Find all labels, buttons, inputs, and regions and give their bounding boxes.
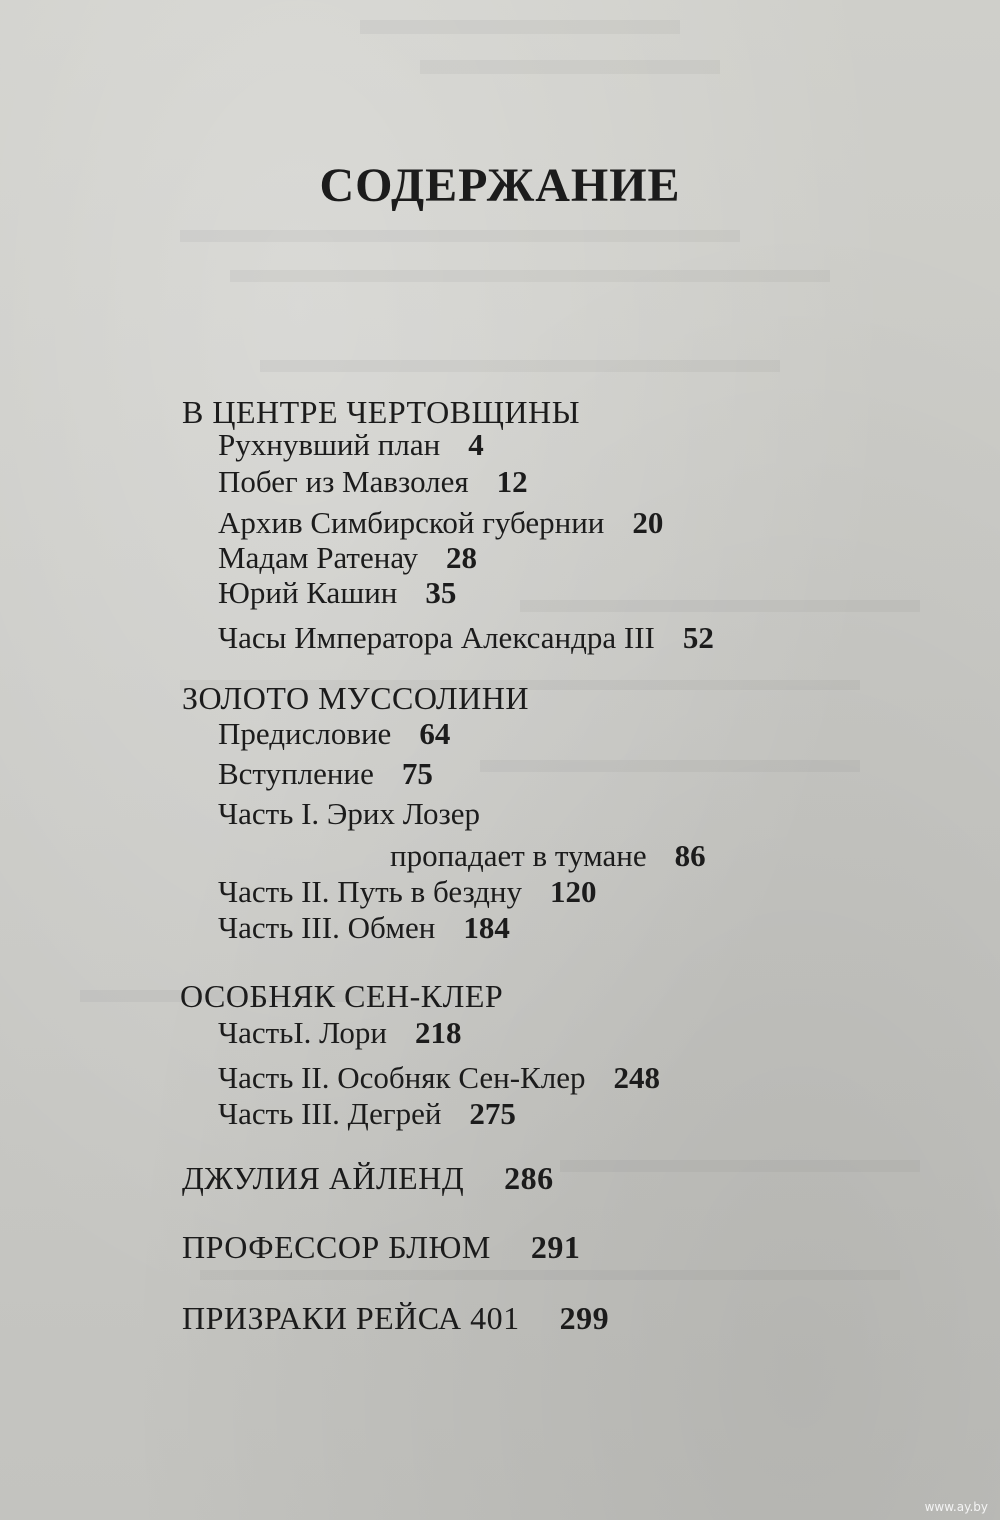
heading-title: ПРОФЕССОР БЛЮМ <box>182 1229 491 1265</box>
entry-page: 75 <box>401 756 433 791</box>
section-heading: ЗОЛОТО МУССОЛИНИ <box>182 680 529 716</box>
entry-title: Вступление <box>218 756 374 791</box>
entry-page: 275 <box>469 1096 516 1131</box>
section-heading <box>182 1160 554 1197</box>
toc-entry <box>218 1015 462 1051</box>
entry-page: 35 <box>425 575 457 610</box>
entry-page: 120 <box>550 874 597 909</box>
toc-entry <box>218 505 663 541</box>
entry-title: Юрий Кашин <box>218 575 398 610</box>
entry-page: 4 <box>468 427 484 462</box>
heading-page: 299 <box>559 1300 610 1336</box>
toc-entry <box>218 575 456 611</box>
entry-page: 184 <box>463 910 510 945</box>
toc-entry <box>218 756 433 792</box>
toc-entry <box>218 427 484 463</box>
section-heading: ОСОБНЯК СЕН-КЛЕР <box>180 978 504 1014</box>
entry-page: 28 <box>446 540 478 575</box>
toc-entry <box>218 874 597 910</box>
entry-title: ЧастьI. Лори <box>218 1015 388 1050</box>
entry-page: 52 <box>682 620 714 655</box>
entry-title: Часть II. Особняк Сен-Клер <box>218 1060 586 1095</box>
entry-title: Часы Императора Александра III <box>218 620 655 655</box>
entry-page: 218 <box>415 1015 462 1050</box>
toc-entry-continuation <box>390 838 706 874</box>
entry-page: 86 <box>674 838 706 873</box>
toc-entry <box>218 620 714 656</box>
entry-title: Рухнувший план <box>218 427 441 462</box>
section-heading: В ЦЕНТРЕ ЧЕРТОВЩИНЫ <box>182 394 581 430</box>
heading-title: ДЖУЛИЯ АЙЛЕНД <box>182 1160 465 1196</box>
entry-title: Побег из Мавзолея <box>218 464 469 499</box>
watermark: www.ay.by <box>924 1500 988 1514</box>
entry-page: 12 <box>496 464 528 499</box>
entry-title: Предисловие <box>218 716 392 751</box>
entry-title: пропадает в тумане <box>390 838 647 873</box>
heading-page: 291 <box>530 1229 581 1265</box>
toc-entry <box>218 1060 660 1096</box>
heading-title: ПРИЗРАКИ РЕЙСА 401 <box>182 1300 520 1336</box>
entry-title: Часть III. Обмен <box>218 910 436 945</box>
toc-entry <box>218 464 528 500</box>
heading-page: 286 <box>504 1160 554 1196</box>
entry-page: 20 <box>632 505 664 540</box>
entry-page: 64 <box>419 716 451 751</box>
toc-entry <box>218 1096 516 1132</box>
entry-title: Архив Симбирской губернии <box>218 505 605 540</box>
toc-entry <box>218 540 477 576</box>
entry-page: 248 <box>613 1060 660 1095</box>
section-heading <box>182 1300 609 1337</box>
entry-title: Мадам Ратенау <box>218 540 419 575</box>
toc-entry <box>218 910 510 946</box>
toc-entry <box>218 716 450 752</box>
entry-title: Часть II. Путь в бездну <box>218 874 523 909</box>
page-title: СОДЕРЖАНИЕ <box>319 159 681 212</box>
entry-title: Часть III. Дегрей <box>218 1096 442 1131</box>
toc-entry-title: Часть I. Эрих Лозер <box>218 796 480 831</box>
section-heading <box>182 1229 580 1266</box>
